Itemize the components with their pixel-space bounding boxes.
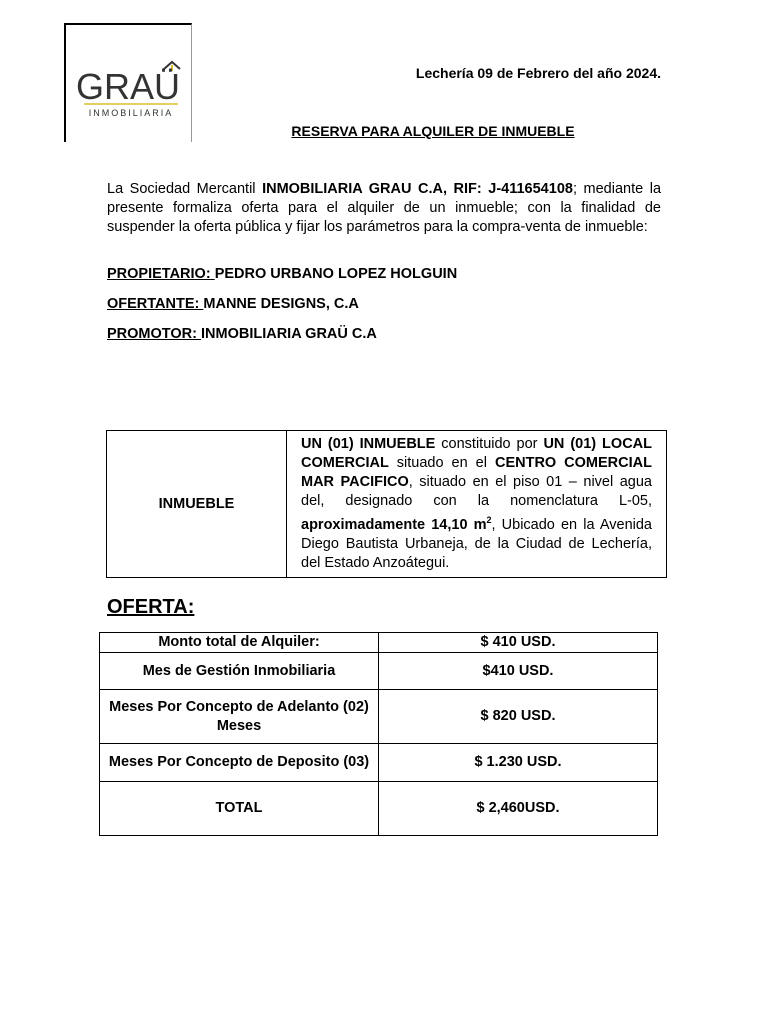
property-text-2: situado en el bbox=[388, 455, 495, 471]
offer-concept: Meses Por Concepto de Adelanto (02) Meses bbox=[100, 690, 379, 744]
party-bidder-label: OFERTANTE: bbox=[107, 296, 204, 312]
property-mall: CENTRO COMERCIAL MAR PACIFICO bbox=[301, 455, 652, 490]
property-area-exponent: 2 bbox=[486, 515, 492, 525]
party-bidder bbox=[107, 296, 359, 312]
logo-subtitle: INMOBILIARIA bbox=[88, 108, 174, 118]
intro-text-1: La Sociedad Mercantil bbox=[107, 181, 263, 197]
property-text-1: constituido por bbox=[435, 436, 544, 452]
property-type: UN (01) LOCAL COMERCIAL bbox=[301, 436, 652, 471]
offer-amount: $ 410 USD. bbox=[379, 633, 658, 653]
intro-company: INMOBILIARIA GRAU C.A, RIF: J-411654108 bbox=[262, 181, 573, 197]
offer-total-label: TOTAL bbox=[100, 782, 379, 836]
property-label: INMUEBLE bbox=[107, 431, 287, 578]
property-text-3: , situado en el piso 01 – nivel agua del, designado con la nomenclatura L-05, bbox=[301, 474, 652, 509]
property-text-4: , Ubicado en la Avenida Diego Bautista Urbaneja, de la Ciudad de Lechería, del Estado Anzoátegui. bbox=[301, 516, 652, 571]
property-area-value: aproximadamente 14,10 m bbox=[301, 516, 487, 533]
offer-concept: Meses Por Concepto de Deposito (03) bbox=[100, 744, 379, 782]
document-title: RESERVA PARA ALQUILER DE INMUEBLE bbox=[291, 123, 575, 139]
intro-text-2: ; mediante la presente formaliza oferta para el alquiler de un inmueble; con la finalidad de suspender la oferta pública y fijar los parámetros para la compra-venta de inmueble: bbox=[107, 181, 662, 235]
offer-table bbox=[99, 632, 658, 836]
property-area bbox=[301, 517, 492, 533]
offer-total-amount: $ 2,460USD. bbox=[379, 782, 658, 836]
offer-amount: $ 1.230 USD. bbox=[379, 744, 658, 782]
table-row-total bbox=[100, 782, 658, 836]
property-unit: UN (01) INMUEBLE bbox=[301, 436, 436, 452]
party-promoter-value: INMOBILIARIA GRAÜ C.A bbox=[200, 326, 377, 342]
offer-amount: $410 USD. bbox=[379, 653, 658, 690]
party-owner-label: PROPIETARIO: bbox=[107, 266, 215, 282]
party-owner bbox=[107, 266, 457, 282]
intro-paragraph bbox=[107, 180, 661, 237]
offer-heading: OFERTA: bbox=[107, 596, 195, 618]
table-row bbox=[100, 633, 658, 653]
property-description bbox=[287, 431, 667, 578]
table-row bbox=[100, 690, 658, 744]
offer-concept: Monto total de Alquiler: bbox=[100, 633, 379, 653]
party-bidder-value: MANNE DESIGNS, C.A bbox=[203, 296, 359, 312]
logo-wordmark: GRAÜ bbox=[75, 66, 181, 107]
table-row bbox=[100, 744, 658, 782]
property-table bbox=[106, 430, 667, 578]
table-row bbox=[100, 653, 658, 690]
offer-amount: $ 820 USD. bbox=[379, 690, 658, 744]
offer-concept: Mes de Gestión Inmobiliaria bbox=[100, 653, 379, 690]
party-promoter-label: PROMOTOR: bbox=[107, 326, 201, 342]
party-promoter bbox=[107, 326, 377, 342]
document-date: Lechería 09 de Febrero del año 2024. bbox=[415, 65, 661, 81]
party-owner-value: PEDRO URBANO LOPEZ HOLGUIN bbox=[214, 266, 458, 282]
